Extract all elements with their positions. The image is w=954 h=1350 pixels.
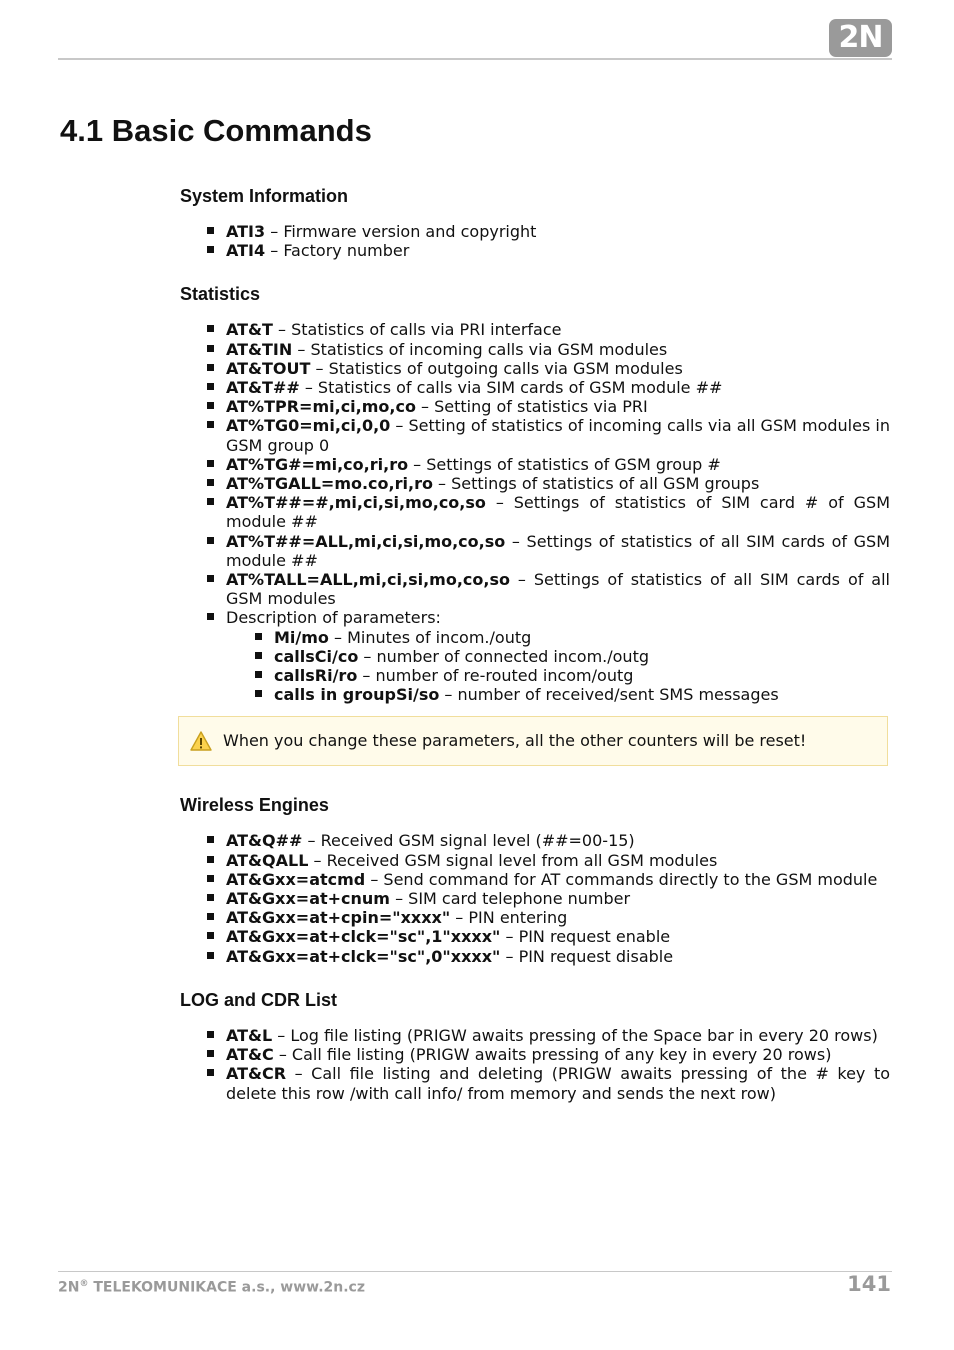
parameters-intro: Description of parameters: xyxy=(226,608,441,628)
command-description: – SIM card telephone number xyxy=(389,889,631,909)
command-description: – Setting of statistics via PRI xyxy=(415,397,648,417)
command-description: – PIN request enable xyxy=(500,927,671,947)
footer-company-text: TELEKOMUNIKACE a.s., www.2n.cz xyxy=(88,1279,365,1296)
command-description: – Settings of statistics of GSM group # xyxy=(408,454,721,474)
document-body xyxy=(180,183,890,1103)
list-item xyxy=(274,647,890,666)
parameter-name: callsRi/ro xyxy=(274,666,358,686)
command-description: – Factory number xyxy=(265,241,410,261)
header-divider xyxy=(58,58,892,60)
footer-divider xyxy=(58,1271,892,1272)
command-description: – Received GSM signal level from all GSM modules xyxy=(308,850,718,870)
list-item xyxy=(226,1026,890,1045)
warning-text: When you change these parameters, all the other counters will be reset! xyxy=(223,731,807,751)
list-item xyxy=(226,474,890,493)
parameter-description: – number of re-routed incom/outg xyxy=(357,666,634,686)
command-name: AT&T## xyxy=(226,378,300,398)
warning-box xyxy=(178,716,888,766)
command-name: AT&Gxx=at+cpin="xxxx" xyxy=(226,908,451,928)
page-title: 4.1 Basic Commands xyxy=(60,113,372,148)
command-description: – Setting of statistics of incoming calls via all GSM modules in GSM group 0 xyxy=(226,416,890,455)
list-item xyxy=(274,685,890,704)
list-item xyxy=(226,831,890,850)
list-item xyxy=(226,870,890,889)
list-item xyxy=(274,666,890,685)
parameters-list xyxy=(226,628,890,705)
list-item xyxy=(226,493,890,531)
command-name: AT&T xyxy=(226,320,273,340)
command-name: AT&L xyxy=(226,1025,273,1045)
command-description: – Statistics of outgoing calls via GSM modules xyxy=(310,358,683,378)
command-description: – Settings of statistics of all SIM cards of GSM module ## xyxy=(226,531,890,570)
list-item xyxy=(226,455,890,474)
command-description: – Log file listing (PRIGW awaits pressing of the Space bar in every 20 rows) xyxy=(272,1025,878,1045)
parameter-description: – number of received/sent SMS messages xyxy=(439,685,779,705)
log-cdr-list xyxy=(180,1026,890,1103)
parameter-description: – number of connected incom./outg xyxy=(358,646,649,666)
command-description: – Statistics of calls via PRI interface xyxy=(272,320,562,340)
parameter-description: – Minutes of incom./outg xyxy=(328,627,532,647)
list-item xyxy=(226,1045,890,1064)
command-description: – Firmware version and copyright xyxy=(265,222,537,241)
list-item xyxy=(226,222,890,241)
command-description: – Received GSM signal level (##=00-15) xyxy=(302,831,635,851)
command-description: – Call file listing and deleting (PRIGW awaits pressing of the # key to delete this row /with call info/ from memory and sends the next row) xyxy=(226,1064,890,1103)
list-item xyxy=(226,851,890,870)
list-item xyxy=(226,927,890,946)
command-name: AT&CR xyxy=(226,1064,287,1084)
command-name: AT&Q## xyxy=(226,831,303,851)
section-heading-log: LOG and CDR List xyxy=(180,989,337,1010)
command-name: AT%TG0=mi,ci,0,0 xyxy=(226,416,391,436)
list-item xyxy=(226,359,890,378)
registered-mark: ® xyxy=(79,1279,89,1289)
footer-brand: 2N xyxy=(58,1279,80,1296)
command-name: AT%T##=#,mi,ci,si,mo,co,so xyxy=(226,493,486,513)
command-description: – Settings of statistics of SIM card # of GSM module ## xyxy=(226,493,890,532)
list-item xyxy=(226,397,890,416)
list-item xyxy=(274,628,890,647)
list-item xyxy=(226,241,890,260)
command-name: AT%TGALL=mo.co,ri,ro xyxy=(226,474,433,494)
command-name: AT&Gxx=at+clck="sc",0"xxxx" xyxy=(226,946,501,966)
command-name: AT&TIN xyxy=(226,339,293,359)
command-name: AT%TALL=ALL,mi,ci,si,mo,co,so xyxy=(226,570,510,590)
command-name: ATI4 xyxy=(226,241,266,261)
parameter-name: callsCi/co xyxy=(274,646,359,666)
command-description: – PIN request disable xyxy=(500,946,674,966)
command-description: – Statistics of incoming calls via GSM modules xyxy=(292,339,668,359)
statistics-list xyxy=(180,320,890,704)
command-name: AT%T##=ALL,mi,ci,si,mo,co,so xyxy=(226,531,506,551)
list-item xyxy=(226,908,890,927)
command-description: – Send command for AT commands directly to the GSM module xyxy=(365,869,878,889)
list-item xyxy=(226,947,890,966)
section-heading-wireless: Wireless Engines xyxy=(180,795,329,816)
command-description: – Settings of statistics of all SIM cards of all GSM modules xyxy=(226,570,890,609)
warning-icon xyxy=(190,730,212,752)
list-item xyxy=(226,320,890,339)
command-description: – Call file listing (PRIGW awaits pressing of any key in every 20 rows) xyxy=(273,1045,832,1065)
command-name: ATI3 xyxy=(226,222,266,241)
2n-logo: 2N xyxy=(829,19,892,57)
list-item xyxy=(226,608,890,704)
section-heading-system: System Information xyxy=(180,186,349,206)
list-item xyxy=(226,340,890,359)
command-name: AT&QALL xyxy=(226,850,309,870)
command-name: AT%TPR=mi,ci,mo,co xyxy=(226,397,416,417)
command-name: AT&TOUT xyxy=(226,358,311,378)
list-item xyxy=(226,889,890,908)
section-heading-statistics: Statistics xyxy=(180,284,261,305)
command-name: AT&Gxx=atcmd xyxy=(226,869,366,889)
command-name: AT%TG#=mi,co,ri,ro xyxy=(226,454,409,474)
command-name: AT&Gxx=at+cnum xyxy=(226,889,390,909)
command-description: – PIN entering xyxy=(450,908,568,928)
parameter-name: calls in groupSi/so xyxy=(274,685,440,705)
system-info-list xyxy=(180,222,890,260)
list-item xyxy=(226,532,890,570)
list-item xyxy=(226,570,890,608)
list-item xyxy=(226,416,890,454)
parameter-name: Mi/mo xyxy=(274,627,329,647)
page-number: 141 xyxy=(847,1272,891,1296)
command-name: AT&C xyxy=(226,1045,274,1065)
footer-company xyxy=(58,1279,365,1296)
command-name: AT&Gxx=at+clck="sc",1"xxxx" xyxy=(226,927,501,947)
list-item xyxy=(226,1064,890,1102)
list-item xyxy=(226,378,890,397)
command-description: – Statistics of calls via SIM cards of GSM module ## xyxy=(299,378,723,398)
command-description: – Settings of statistics of all GSM groups xyxy=(432,474,760,494)
wireless-engines-list xyxy=(180,831,890,965)
